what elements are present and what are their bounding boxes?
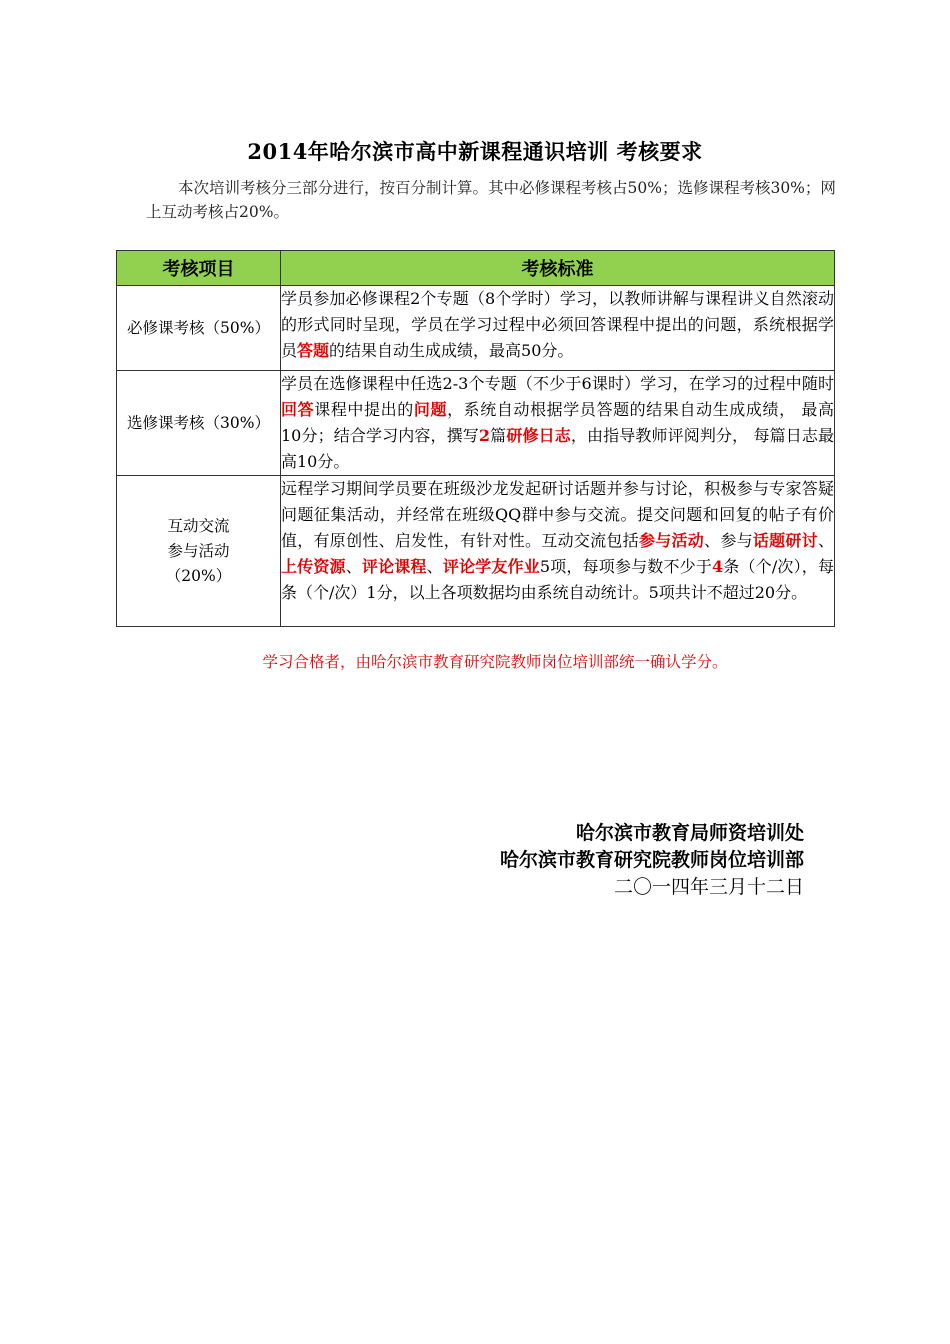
highlight-text: 答题 — [297, 341, 330, 360]
standard-text: 条（个/次），每条（个/次）1分，以上各项数据均由系统自动统计。5项共计不超过20分。 — [281, 557, 834, 602]
header-item: 考核项目 — [117, 251, 281, 286]
standard-text: 5项，每项参与数不少于 — [539, 557, 712, 576]
page-title: 2014年哈尔滨市高中新课程通识培训 考核要求 — [247, 139, 703, 164]
standard-text: 、 — [426, 557, 443, 576]
highlight-text: 研修日志 — [506, 426, 571, 445]
highlight-text: 2 — [478, 426, 491, 445]
highlight-text: 参与活动 — [638, 531, 705, 550]
standard-text: 2 — [410, 289, 421, 308]
standard-text: ，由指导教师评阅判分， 每篇日志最高10分。 — [281, 426, 834, 471]
standard-text: 学员参加必修课程 — [281, 289, 411, 308]
table-row — [117, 476, 835, 627]
highlight-text: 上传资源 — [281, 557, 346, 576]
standard-text: ，系统自动根据学员答题的结果自动生成成绩， 最高10分；结合学习内容，撰写 — [281, 400, 834, 445]
assessment-table — [116, 250, 835, 627]
standard-text: 、参与 — [704, 531, 753, 550]
signature-dept-1: 哈尔滨市教育局师资培训处 — [575, 822, 804, 844]
signature-block — [500, 820, 804, 901]
standard-text: 远程学习期间学员要在班级沙龙发起研讨话题并参与讨论，积极参与专家答疑问题征集活动，并经常在班级QQ群中参与交流。提交问题和回复的帖子有价值，有原创性、启发性，有针对性。互动交流包括 — [281, 479, 834, 550]
standard-text: 、 — [817, 531, 834, 550]
credit-note: 学习合格者，由哈尔滨市教育研究院教师岗位培训部统一确认学分。 — [262, 653, 728, 671]
highlight-text: 回答 — [281, 400, 315, 419]
intro-paragraph: 本次培训考核分三部分进行，按百分制计算。其中必修课程考核占50%；选修课程考核30%；网上互动考核占20%。 — [146, 179, 836, 221]
table-row — [117, 371, 835, 476]
table-row — [117, 286, 835, 371]
signature-date: 二〇一四年三月十二日 — [613, 876, 804, 898]
signature-dept-2: 哈尔滨市教育研究院教师岗位培训部 — [499, 849, 804, 871]
standard-interactive — [281, 476, 835, 627]
standard-required — [281, 286, 835, 371]
highlight-text: 话题研讨 — [752, 531, 818, 550]
item-interactive-line: 参与活动 — [167, 541, 230, 560]
standard-text: 、 — [345, 557, 362, 576]
highlight-text: 问题 — [413, 400, 448, 419]
standard-text: 课程中提出的 — [314, 400, 414, 419]
header-standard: 考核标准 — [281, 251, 835, 286]
item-required: 必修课考核（50%） — [117, 286, 281, 371]
standard-elective — [281, 371, 835, 476]
standard-text: 的结果自动生成成绩，最高50分。 — [329, 341, 574, 360]
highlight-text: 4 — [712, 557, 724, 576]
item-interactive-line: （20%） — [165, 566, 232, 585]
standard-text: 2-3 — [442, 374, 469, 393]
table-header-row — [117, 251, 835, 286]
standard-text: 篇 — [490, 426, 507, 445]
highlight-text: 评论课程 — [361, 557, 427, 576]
item-interactive-line: 互动交流 — [167, 516, 230, 535]
item-interactive — [117, 476, 281, 627]
highlight-text: 评论学友作业 — [442, 557, 540, 576]
standard-text: 个专题（8个学时）学习，以教师讲解与课程讲义自然滚动的形式同时呈现，学员在学习过程中必须回答课程中提出的问题，系统根据学员 — [281, 289, 834, 360]
standard-text: 学员在选修课程中任选 — [281, 374, 443, 393]
item-elective: 选修课考核（30%） — [117, 371, 281, 476]
standard-text: 个专题（不少于6课时）学习，在学习的过程中随时 — [468, 374, 834, 393]
